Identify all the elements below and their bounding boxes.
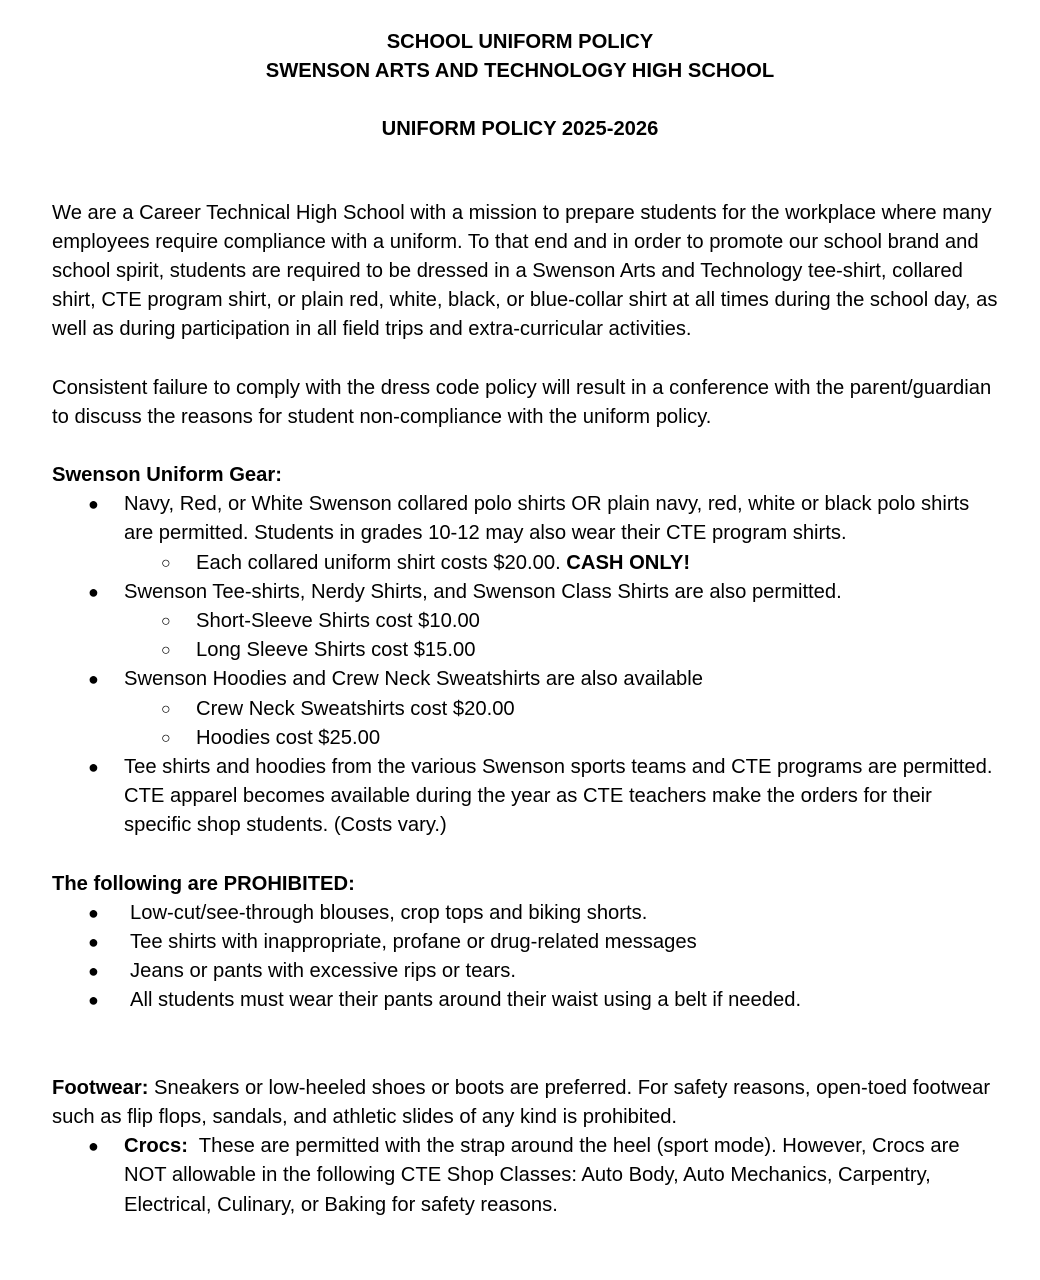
- gear-heading: Swenson Uniform Gear:: [52, 464, 282, 487]
- bullet-icon: ●: [88, 902, 99, 923]
- cash-only-note: CASH ONLY!: [566, 551, 691, 574]
- footwear-text: Sneakers or low-heeled shoes or boots are preferred. For safety reasons, open-toed footwear such as flip flops, sandals, and athletic slides of any kind is prohibited.: [52, 1076, 991, 1128]
- bullet-icon: ●: [88, 494, 99, 515]
- prohibited-heading: The following are PROHIBITED:: [52, 872, 355, 895]
- bullet-icon: ●: [88, 990, 99, 1011]
- crocs-label: Crocs:: [124, 1135, 188, 1158]
- list-item-text: All students must wear their pants around their waist using a belt if needed.: [130, 989, 802, 1012]
- sub-list: [124, 607, 1002, 665]
- list-item: [52, 578, 1002, 666]
- list-item: [52, 665, 1002, 753]
- list-item-text: Swenson Tee-shirts, Nerdy Shirts, and Swenson Class Shirts are also permitted.: [124, 580, 842, 603]
- bullet-icon: ●: [88, 1136, 99, 1157]
- list-item-text: Jeans or pants with excessive rips or tears.: [130, 960, 516, 983]
- list-item: [52, 899, 1002, 928]
- prohibited-list: [52, 899, 1002, 1016]
- hollow-bullet-icon: ○: [161, 554, 171, 572]
- document-title: SCHOOL UNIFORM POLICY: [386, 31, 654, 53]
- bullet-icon: ●: [88, 581, 99, 602]
- crocs-text: These are permitted with the strap around the heel (sport mode). However, Crocs are NOT allowable in the following CTE Shop Classes: Auto Body, Auto Mechanics, Carpentry, Electrical, Culinary, or Baking for safety reasons.: [124, 1135, 966, 1216]
- sub-list-item: [124, 607, 1002, 636]
- sub-list-item: [124, 695, 1002, 724]
- list-item-text: Tee shirts and hoodies from the various Swenson sports teams and CTE programs are permitted. CTE apparel becomes available during the year as CTE teachers make the orders for their specific shop students. (Costs vary.): [124, 756, 993, 837]
- list-item-text: Tee shirts with inappropriate, profane or drug-related messages: [130, 931, 697, 954]
- sub-list-item: [124, 724, 1002, 753]
- gear-list: [52, 490, 1002, 840]
- list-item: [52, 753, 1002, 841]
- sub-list: [124, 695, 1002, 753]
- list-item-text: Low-cut/see-through blouses, crop tops and biking shorts.: [130, 901, 648, 924]
- bullet-icon: ●: [88, 932, 99, 953]
- sub-list-item-text: Long Sleeve Shirts cost $15.00: [196, 639, 476, 662]
- hollow-bullet-icon: ○: [161, 613, 171, 631]
- list-item-text: Navy, Red, or White Swenson collared polo shirts OR plain navy, red, white or black polo shirts are permitted. Students in grades 10-12 may also wear their CTE program shirts.: [124, 493, 970, 545]
- intro-paragraph: We are a Career Technical High School with a mission to prepare students for the workplace where many employees require compliance with a uniform. To that end and in order to promote our school brand and school spirit, students are required to be dressed in a Swenson Arts and Technology tee-shirt, collared shirt, CTE program shirt, or plain red, white, black, or blue-collar shirt at all times during the school day, as well as during participation in all field trips and extra-curricular activities.: [52, 201, 998, 341]
- hollow-bullet-icon: ○: [161, 642, 171, 660]
- list-item: [52, 1132, 1002, 1220]
- school-name: SWENSON ARTS AND TECHNOLOGY HIGH SCHOOL: [265, 60, 775, 83]
- document-page: [52, 28, 1002, 1220]
- sub-list-item-text: Crew Neck Sweatshirts cost $20.00: [196, 697, 515, 720]
- list-item: [52, 957, 1002, 986]
- compliance-paragraph: Consistent failure to comply with the dress code policy will result in a conference with the parent/guardian to discuss the reasons for student non-compliance with the uniform policy.: [52, 376, 992, 428]
- footwear-label: Footwear:: [52, 1076, 149, 1099]
- sub-list-item-text: Each collared uniform shirt costs $20.00.: [196, 551, 567, 574]
- footwear-paragraph: [52, 1074, 1002, 1132]
- bullet-icon: ●: [88, 669, 99, 690]
- sub-list-item: [124, 549, 1002, 578]
- list-item: [52, 928, 1002, 957]
- list-item-text: Swenson Hoodies and Crew Neck Sweatshirts are also available: [124, 668, 704, 691]
- hollow-bullet-icon: ○: [161, 729, 171, 747]
- list-item: [52, 490, 1002, 578]
- bullet-icon: ●: [88, 757, 99, 778]
- hollow-bullet-icon: ○: [161, 700, 171, 718]
- bullet-icon: ●: [88, 961, 99, 982]
- list-item: [52, 986, 1002, 1015]
- sub-list-item-text: Hoodies cost $25.00: [196, 726, 381, 749]
- sub-list: [124, 549, 1002, 578]
- sub-list-item-text: Short-Sleeve Shirts cost $10.00: [196, 610, 480, 633]
- footwear-list: [52, 1132, 1002, 1220]
- sub-list-item: [124, 636, 1002, 665]
- policy-year-heading: UNIFORM POLICY 2025-2026: [381, 118, 659, 141]
